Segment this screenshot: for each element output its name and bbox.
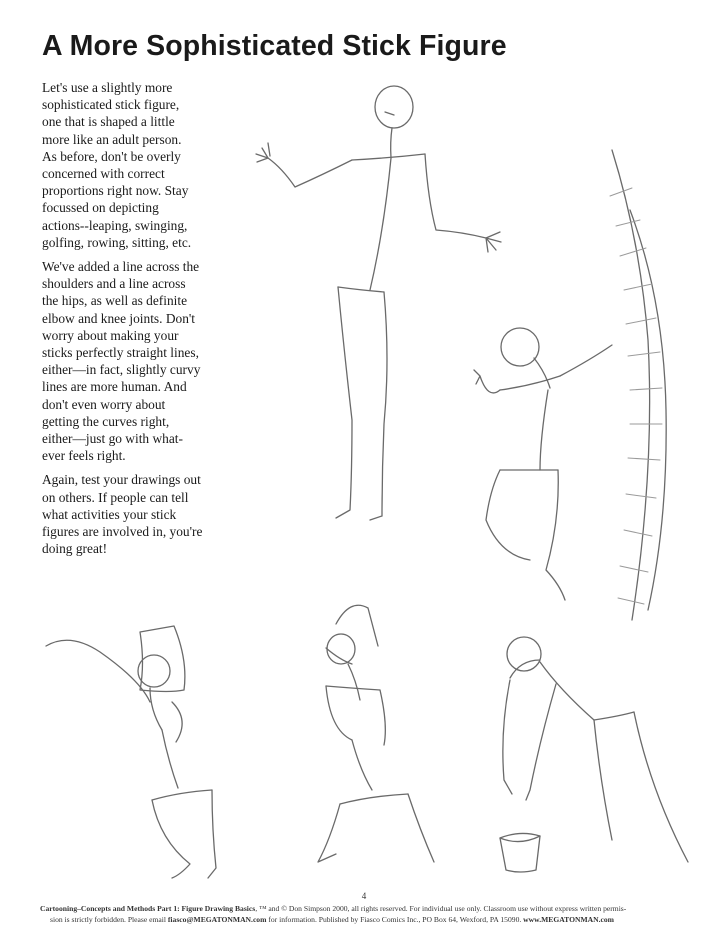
- footer-website-link[interactable]: www.MEGATONMAN.com: [523, 915, 615, 924]
- stick-figure-swinging: [46, 626, 216, 878]
- paragraph-joints: We've added a line across the shoulders and a line across the hips, as well as definite elbow and knee joints. Don't worry about making your sticks perfectly straight lines, either—in fact, slightly curvy lines are more human. And don't even worry about getting the curves right, either—just go with what- ever feels right.: [42, 259, 201, 464]
- footer-book-title: Cartooning–Concepts and Methods Part 1: Figure Drawing Basics: [40, 904, 256, 913]
- footer: [40, 903, 700, 925]
- page-number: 4: [361, 891, 367, 901]
- footer-publisher: for information. Published by Fiasco Comics Inc., PO Box 64, Wexford, PA 15090.: [266, 915, 524, 924]
- footer-copyright: , ™ and © Don Simpson 2000, all rights reserved. For individual use only. Classroom use without express written permis-: [255, 904, 627, 913]
- stick-figure-bending: [500, 637, 688, 872]
- stick-figure-standing: [256, 86, 501, 520]
- stick-figure-leaping: [318, 605, 434, 862]
- paragraph-test: Again, test your drawings out on others. If people can tell what activities your stick figures are involved in, you're doing great!: [42, 472, 203, 557]
- page-title: A More Sophisticated Stick Figure: [42, 30, 507, 62]
- footer-email-link[interactable]: fiasco@MEGATONMAN.com: [167, 915, 267, 924]
- stick-figure-ladder: [474, 150, 666, 620]
- footer-notice: sion is strictly forbidden. Please email: [50, 915, 168, 924]
- paragraph-intro: Let's use a slightly more sophisticated stick figure, one that is shaped a little more like an adult person. As before, don't be overly concerned with correct proportions right now. Stay focussed on depicting actions--leaping, swinging, golfing, rowing, sitting, etc.: [42, 80, 192, 250]
- footer-line-2: [40, 914, 700, 925]
